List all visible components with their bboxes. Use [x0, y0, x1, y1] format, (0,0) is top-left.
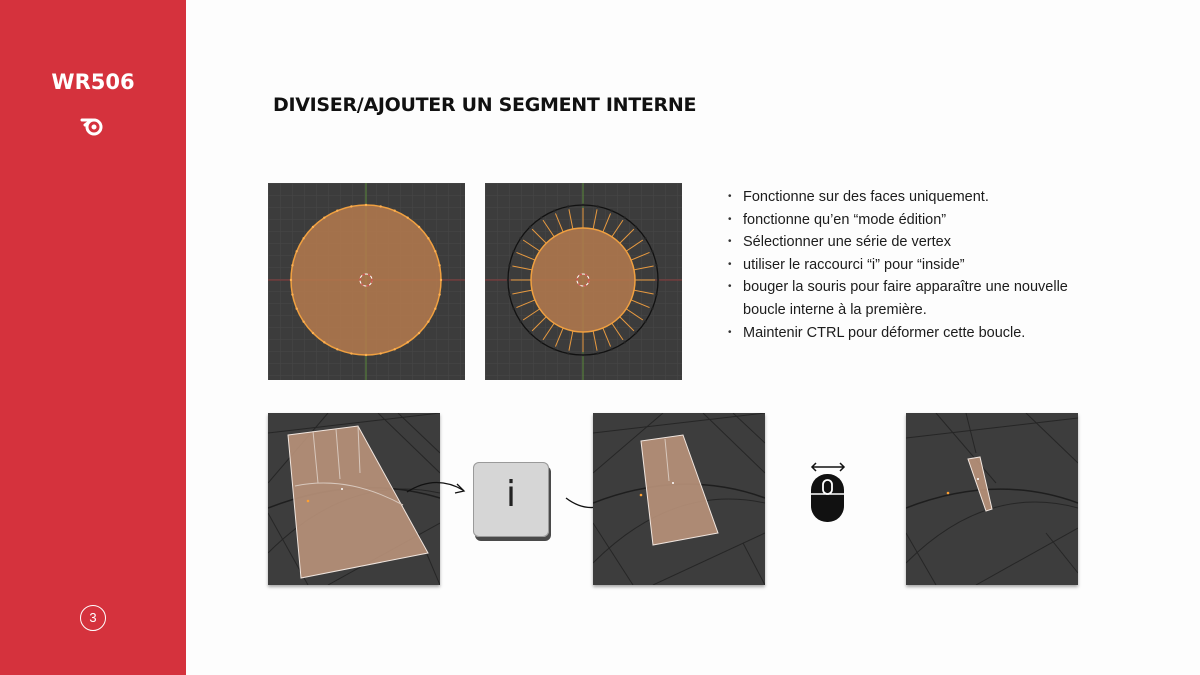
instruction-item: • fonctionne qu’en “mode édition”	[728, 209, 1068, 232]
page-title: DIVISER/AJOUTER UN SEGMENT INTERNE	[273, 94, 697, 116]
page-number: 3	[80, 605, 106, 631]
instruction-item: • utiliser le raccourci “i” pour “inside”	[728, 254, 1068, 277]
course-code: WR506	[51, 70, 135, 94]
viewport-circle-selected	[268, 183, 465, 380]
instruction-item: • Sélectionner une série de vertex	[728, 231, 1068, 254]
blender-logo-icon	[80, 114, 106, 136]
instructions-list	[728, 186, 1068, 344]
mouse-horizontal-move-icon	[808, 460, 848, 524]
viewport-face-step-2	[593, 413, 765, 585]
viewport-face-step-1	[268, 413, 440, 585]
curved-arrow-icon	[405, 474, 467, 498]
instruction-item: • Maintenir CTRL pour déformer cette boucle.	[728, 322, 1068, 345]
sidebar	[0, 0, 186, 675]
viewport-circle-inset	[485, 183, 682, 380]
instruction-item: • bouger la souris pour faire apparaître une nouvelle boucle interne à la première.	[728, 276, 1068, 321]
keyboard-key-i	[473, 462, 549, 537]
viewport-face-step-3	[906, 413, 1078, 585]
instruction-item: • Fonctionne sur des faces uniquement.	[728, 186, 1068, 209]
key-label: i	[505, 474, 516, 515]
